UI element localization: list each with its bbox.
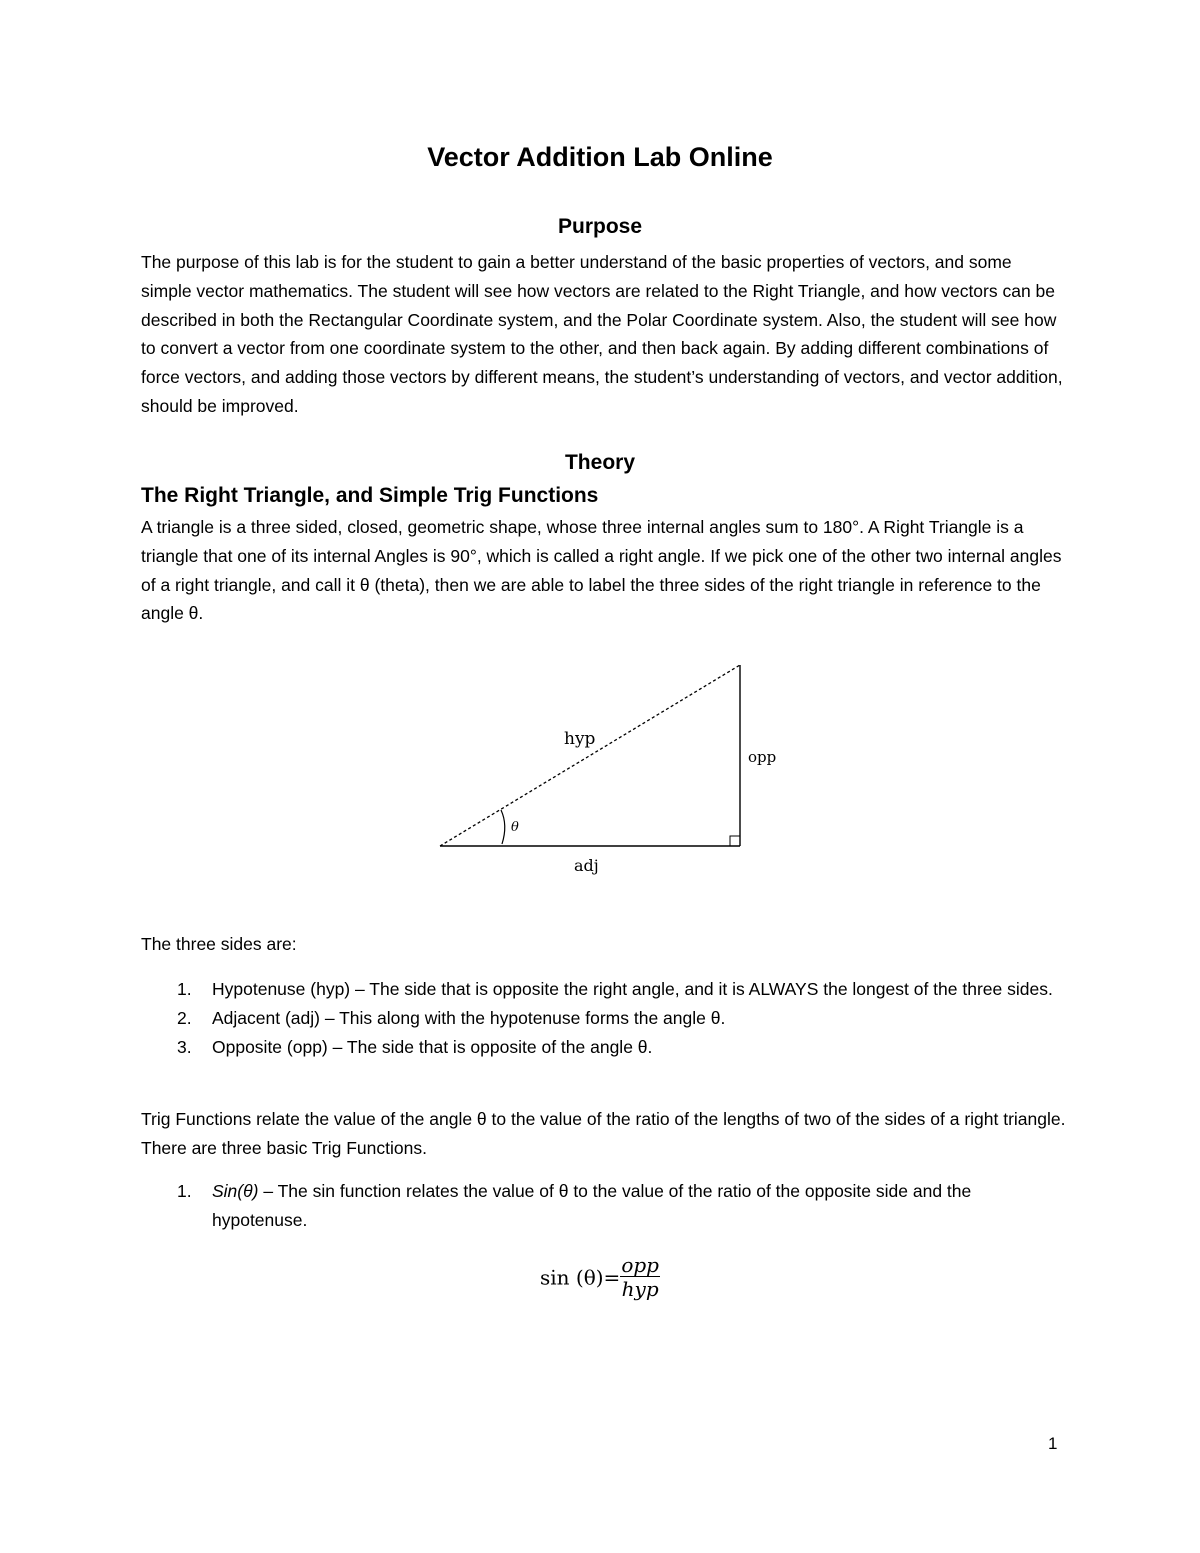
trig-functions-list bbox=[141, 1177, 1066, 1235]
document-title: Vector Addition Lab Online bbox=[427, 142, 773, 172]
trig-intro-paragraph: Trig Functions relate the value of the angle θ to the value of the ratio of the lengths of two of the sides of a right triangle. There are three basic Trig Functions. bbox=[141, 1109, 1066, 1158]
list-item: 1. Sin(θ) – The sin function relates the value of θ to the value of the ratio of the opposite side and the hypotenuse. bbox=[177, 1181, 972, 1230]
opp-label: opp bbox=[748, 748, 777, 766]
right-angle-marker bbox=[730, 836, 740, 846]
angle-arc bbox=[501, 810, 505, 844]
purpose-paragraph: The purpose of this lab is for the student to gain a better understand of the basic properties of vectors, and some simple vector mathematics. The student will see how vectors are related to the Right Triangle, and how vectors can be described in both the Rectangular Coordinate system, and the Polar Coordinate system. Also, the student will see how to convert a vector from one coordinate system to the other, and then back again. By adding different combinations of force vectors, and adding those vectors by different means, the student’s understanding of vectors, and vector addition, should be improved. bbox=[141, 252, 1063, 416]
right-triangle-diagram bbox=[430, 655, 790, 885]
formula-fraction bbox=[620, 1254, 660, 1301]
theory-heading: Theory bbox=[564, 451, 635, 474]
list-item: 2. Adjacent (adj) – This along with the hypotenuse forms the angle θ. bbox=[177, 1007, 726, 1028]
sides-list bbox=[141, 975, 1066, 1061]
triangle-intro-paragraph: A triangle is a three sided, closed, geometric shape, whose three internal angles sum to 180°. A Right Triangle is a triangle that one of its internal Angles is 90°, which is called a right angle. If we pick one of the other two internal angles of a right triangle, and call it θ (theta), then we are able to label the three sides of the right triangle in reference to the angle θ. bbox=[141, 517, 1062, 624]
sine-formula bbox=[540, 1254, 660, 1301]
theta-label: θ bbox=[511, 820, 519, 835]
hypotenuse-line bbox=[440, 665, 740, 846]
page-number: 1 bbox=[1048, 1434, 1058, 1453]
list-item: 1. Hypotenuse (hyp) – The side that is opposite the right angle, and it is ALWAYS the longest of the three sides. bbox=[177, 979, 1053, 999]
adj-label: adj bbox=[574, 856, 599, 875]
formula-numerator: opp bbox=[621, 1253, 659, 1277]
hyp-label: hyp bbox=[564, 729, 596, 749]
formula-lhs: sin (θ)= bbox=[540, 1265, 621, 1290]
right-triangle-subheading: The Right Triangle, and Simple Trig Functions bbox=[141, 484, 599, 507]
purpose-heading: Purpose bbox=[557, 215, 643, 238]
formula-denominator: hyp bbox=[621, 1277, 659, 1301]
list-item: 3. Opposite (opp) – The side that is opposite of the angle θ. bbox=[177, 1036, 653, 1057]
sides-intro: The three sides are: bbox=[141, 934, 297, 954]
